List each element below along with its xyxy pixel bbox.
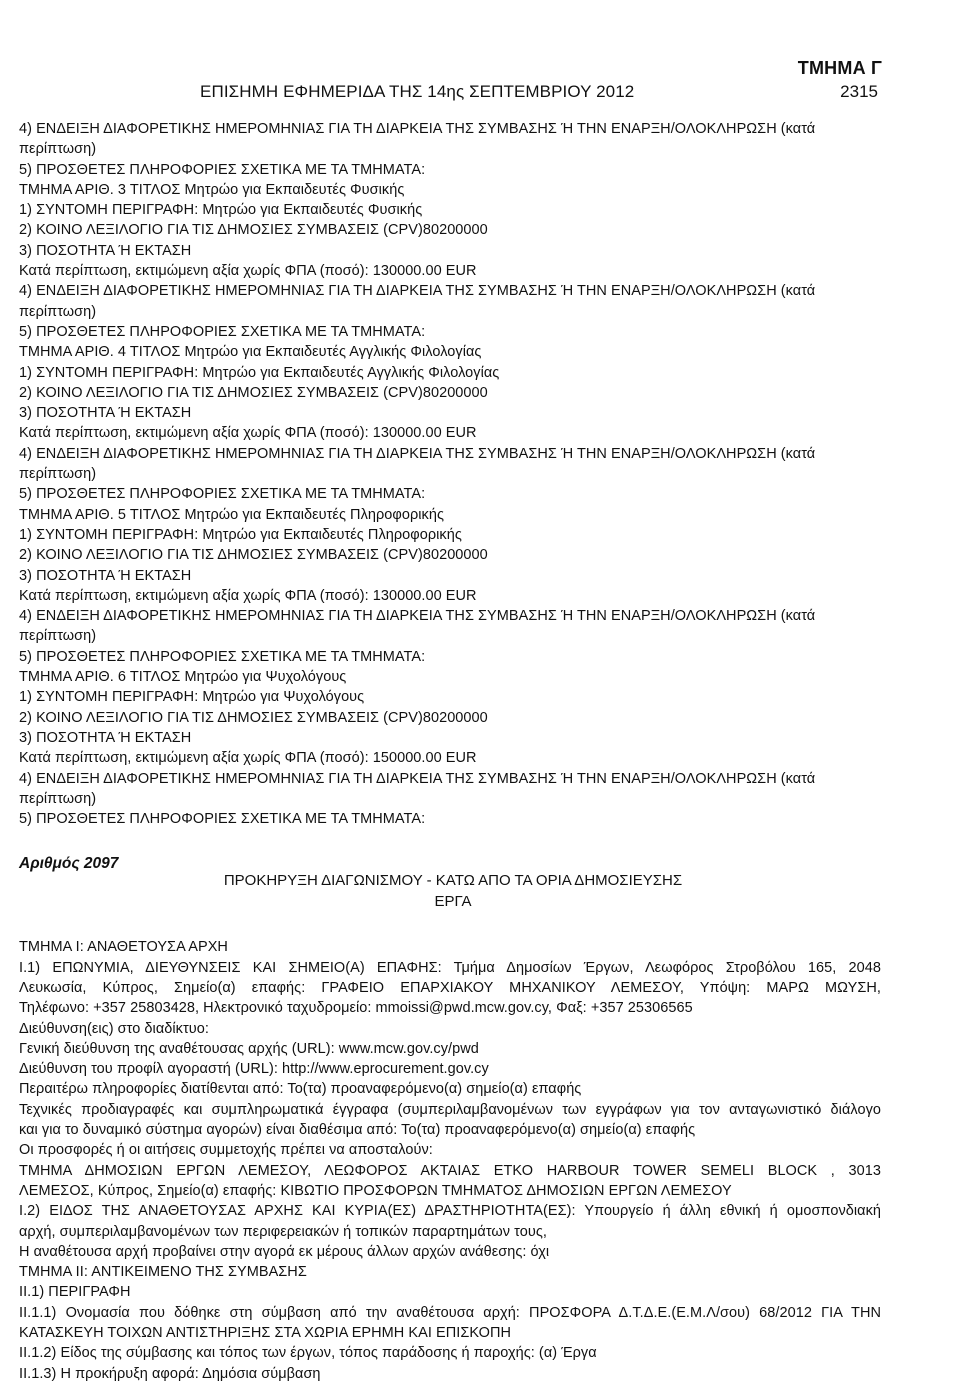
notice-line: ΚΑΤΑΣΚΕΥΗ ΤΟΙΧΩΝ ΑΝΤΙΣΤΗΡΙΞΗΣ ΣΤΑ ΧΩΡΙΑ ΕΡΗΜΗ ΚΑΙ ΕΠΙΣΚΟΠΗ	[19, 1325, 511, 1342]
document-line: 5) ΠΡΟΣΘΕΤΕΣ ΠΛΗΡΟΦΟΡΙΕΣ ΣΧΕΤΙΚΑ ΜΕ ΤΑ ΤΜΗΜΑΤΑ:	[19, 161, 426, 178]
document-line: περίπτωση)	[19, 141, 97, 158]
page-number: 2315	[840, 82, 878, 101]
document-line: 5) ΠΡΟΣΘΕΤΕΣ ΠΛΗΡΟΦΟΡΙΕΣ ΣΧΕΤΙΚΑ ΜΕ ΤΑ ΤΜΗΜΑΤΑ:	[19, 323, 426, 340]
notice-line: ΤΜΗΜΑ ΙΙ: ΑΝΤΙΚΕΙΜΕΝΟ ΤΗΣ ΣΥΜΒΑΣΗΣ	[19, 1264, 307, 1281]
document-line: ΤΜΗΜΑ ΑΡΙΘ. 5 ΤΙΤΛΟΣ Μητρώο για Εκπαιδευτές Πληροφορικής	[19, 506, 444, 523]
notice-line: Περαιτέρω πληροφορίες διατίθενται από: Το(τα) προαναφερόμενο(α) σημείο(α) επαφής	[19, 1081, 582, 1098]
notice-line: Λευκωσία, Κύπρος, Σημείο(α) επαφής: ΓΡΑΦΕΙΟ ΕΠΑΡΧΙΑΚΟΥ ΜΗΧΑΝΙΚΟΥ ΛΕΜΕΣΟΥ, Υπόψη: ΜΑΡΩ ΜΩΥΣΗ,	[19, 979, 881, 996]
notice-line: Γενική διεύθυνση της αναθέτουσας αρχής (URL): www.mcw.gov.cy/pwd	[19, 1040, 479, 1057]
document-line: Κατά περίπτωση, εκτιμώμενη αξία χωρίς ΦΠΑ (ποσό): 130000.00 EUR	[19, 587, 477, 604]
notice-line: ΛΕΜΕΣΟΣ, Κύπρος, Σημείο(α) επαφής: ΚΙΒΩΤΙΟ ΠΡΟΣΦΟΡΩΝ ΤΜΗΜΑΤΟΣ ΔΗΜΟΣΙΩΝ ΕΡΓΩΝ ΛΕΜΕΣΟΥ	[19, 1182, 732, 1199]
notice-line: Τεχνικές προδιαγραφές και συμπληρωματικά έγγραφα (συμπεριλαμβανομένων των εγγράφων για τον ανταγωνιστικό διάλογο	[19, 1101, 881, 1118]
notice-line: Διεύθυνση του προφίλ αγοραστή (URL): http://www.eprocurement.gov.cy	[19, 1061, 489, 1078]
document-line: περίπτωση)	[19, 628, 97, 645]
document-line: 1) ΣΥΝΤΟΜΗ ΠΕΡΙΓΡΑΦΗ: Μητρώο για Εκπαιδευτές Φυσικής	[19, 202, 423, 219]
document-line: 3) ΠΟΣΟΤΗΤΑ Ή ΕΚΤΑΣΗ	[19, 242, 192, 259]
document-line: Κατά περίπτωση, εκτιμώμενη αξία χωρίς ΦΠΑ (ποσό): 130000.00 EUR	[19, 263, 477, 280]
document-line: 5) ΠΡΟΣΘΕΤΕΣ ΠΛΗΡΟΦΟΡΙΕΣ ΣΧΕΤΙΚΑ ΜΕ ΤΑ ΤΜΗΜΑΤΑ:	[19, 486, 426, 503]
notice-line: Ι.2) ΕΙΔΟΣ ΤΗΣ ΑΝΑΘΕΤΟΥΣΑΣ ΑΡΧΗΣ ΚΑΙ ΚΥΡΙΑ(ΕΣ) ΔΡΑΣΤΗΡΙΟΤΗΤΑ(ΕΣ): Υπουργείο ή άλλη εθνική ή ομοσπονδιακή	[19, 1203, 881, 1220]
document-body	[19, 119, 881, 1384]
document-line: 4) ΕΝΔΕΙΞΗ ΔΙΑΦΟΡΕΤΙΚΗΣ ΗΜΕΡΟΜΗΝΙΑΣ ΓΙΑ ΤΗ ΔΙΑΡΚΕΙΑ ΤΗΣ ΣΥΜΒΑΣΗΣ Ή ΤΗΝ ΕΝΑΡΞΗ/ΟΛΟΚΛΗΡΩΣΗ (κατά	[19, 283, 816, 300]
notice-line: Ι.1) ΕΠΩΝΥΜΙΑ, ΔΙΕΥΘΥΝΣΕΙΣ ΚΑΙ ΣΗΜΕΙΟ(Α) ΕΠΑΦΗΣ: Τμήμα Δημοσίων Έργων, Λεωφόρος Στροβόλου 165, 2048	[19, 959, 881, 976]
gazette-title: ΕΠΙΣΗΜΗ ΕΦΗΜΕΡΙΔΑ ΤΗΣ 14ης ΣΕΠΤΕΜΒΡΙΟΥ 2012	[200, 82, 635, 101]
notice-subtitle: ΕΡΓΑ	[434, 893, 472, 911]
notice-line: και για το δυναμικό σύστημα αγορών) είναι διαθέσιμα από: Το(τα) προαναφερόμενο(α) σημείο(α) επαφής	[19, 1122, 696, 1139]
document-line: 1) ΣΥΝΤΟΜΗ ΠΕΡΙΓΡΑΦΗ: Μητρώο για Εκπαιδευτές Πληροφορικής	[19, 526, 462, 543]
document-line: 4) ΕΝΔΕΙΞΗ ΔΙΑΦΟΡΕΤΙΚΗΣ ΗΜΕΡΟΜΗΝΙΑΣ ΓΙΑ ΤΗ ΔΙΑΡΚΕΙΑ ΤΗΣ ΣΥΜΒΑΣΗΣ Ή ΤΗΝ ΕΝΑΡΞΗ/ΟΛΟΚΛΗΡΩΣΗ (κατά	[19, 770, 816, 787]
document-line: 3) ΠΟΣΟΤΗΤΑ Ή ΕΚΤΑΣΗ	[19, 405, 192, 422]
notice-line: Τηλέφωνο: +357 25803428, Ηλεκτρονικό ταχυδρομείο: mmoissi@pwd.mcw.gov.cy, Φαξ: +357 25306565	[19, 1000, 693, 1017]
document-line: ΤΜΗΜΑ ΑΡΙΘ. 6 ΤΙΤΛΟΣ Μητρώο για Ψυχολόγους	[19, 669, 347, 686]
notice-line: ΙΙ.1.3) Η προκήρυξη αφορά: Δημόσια σύμβαση	[19, 1365, 321, 1382]
notice-body	[19, 937, 881, 1384]
notice-line: ΙΙ.1.1) Ονομασία που δόθηκε στη σύμβαση από την αναθέτουσα αρχή: ΠΡΟΣΦΟΡΑ Δ.Τ.Δ.Ε.(Ε.Μ.Λ/σου) 68/2012 ΓΙΑ ΤΗΝ	[19, 1304, 881, 1321]
document-line: 4) ΕΝΔΕΙΞΗ ΔΙΑΦΟΡΕΤΙΚΗΣ ΗΜΕΡΟΜΗΝΙΑΣ ΓΙΑ ΤΗ ΔΙΑΡΚΕΙΑ ΤΗΣ ΣΥΜΒΑΣΗΣ Ή ΤΗΝ ΕΝΑΡΞΗ/ΟΛΟΚΛΗΡΩΣΗ (κατά	[19, 121, 816, 137]
lots-section	[19, 119, 881, 829]
document-line: 1) ΣΥΝΤΟΜΗ ΠΕΡΙΓΡΑΦΗ: Μητρώο για Ψυχολόγους	[19, 689, 365, 706]
document-line: 4) ΕΝΔΕΙΞΗ ΔΙΑΦΟΡΕΤΙΚΗΣ ΗΜΕΡΟΜΗΝΙΑΣ ΓΙΑ ΤΗ ΔΙΑΡΚΕΙΑ ΤΗΣ ΣΥΜΒΑΣΗΣ Ή ΤΗΝ ΕΝΑΡΞΗ/ΟΛΟΚΛΗΡΩΣΗ (κατά	[19, 445, 816, 462]
notice-line: Διεύθυνση(εις) στο διαδίκτυο:	[19, 1020, 209, 1037]
document-line: περίπτωση)	[19, 303, 97, 320]
document-line: 3) ΠΟΣΟΤΗΤΑ Ή ΕΚΤΑΣΗ	[19, 729, 192, 746]
notice-line: Η αναθέτουσα αρχή προβαίνει στην αγορά εκ μέρους άλλων αρχών ανάθεσης: όχι	[19, 1243, 550, 1260]
document-line: Κατά περίπτωση, εκτιμώμενη αξία χωρίς ΦΠΑ (ποσό): 130000.00 EUR	[19, 425, 477, 442]
document-line: 1) ΣΥΝΤΟΜΗ ΠΕΡΙΓΡΑΦΗ: Μητρώο για Εκπαιδευτές Αγγλικής Φιλολογίας	[19, 364, 500, 381]
document-line: 2) ΚΟΙΝΟ ΛΕΞΙΛΟΓΙΟ ΓΙΑ ΤΙΣ ΔΗΜΟΣΙΕΣ ΣΥΜΒΑΣΕΙΣ (CPV)80200000	[19, 384, 488, 401]
notice-heading	[19, 855, 881, 913]
document-line: 5) ΠΡΟΣΘΕΤΕΣ ΠΛΗΡΟΦΟΡΙΕΣ ΣΧΕΤΙΚΑ ΜΕ ΤΑ ΤΜΗΜΑΤΑ:	[19, 648, 426, 665]
section-label: ΤΜΗΜΑ Γ	[797, 58, 882, 78]
document-line: 3) ΠΟΣΟΤΗΤΑ Ή ΕΚΤΑΣΗ	[19, 567, 192, 584]
document-line: 2) ΚΟΙΝΟ ΛΕΞΙΛΟΓΙΟ ΓΙΑ ΤΙΣ ΔΗΜΟΣΙΕΣ ΣΥΜΒΑΣΕΙΣ (CPV)80200000	[19, 222, 488, 239]
document-line: 4) ΕΝΔΕΙΞΗ ΔΙΑΦΟΡΕΤΙΚΗΣ ΗΜΕΡΟΜΗΝΙΑΣ ΓΙΑ ΤΗ ΔΙΑΡΚΕΙΑ ΤΗΣ ΣΥΜΒΑΣΗΣ Ή ΤΗΝ ΕΝΑΡΞΗ/ΟΛΟΚΛΗΡΩΣΗ (κατά	[19, 608, 816, 625]
notice-title: ΠΡΟΚΗΡΥΞΗ ΔΙΑΓΩΝΙΣΜΟΥ - ΚΑΤΩ ΑΠΟ ΤΑ ΟΡΙΑ ΔΗΜΟΣΙΕΥΣΗΣ	[223, 872, 683, 890]
notice-line: ΤΜΗΜΑ Ι: ΑΝΑΘΕΤΟΥΣΑ ΑΡΧΗ	[19, 939, 228, 956]
document-line: 2) ΚΟΙΝΟ ΛΕΞΙΛΟΓΙΟ ΓΙΑ ΤΙΣ ΔΗΜΟΣΙΕΣ ΣΥΜΒΑΣΕΙΣ (CPV)80200000	[19, 709, 488, 726]
page-header	[0, 0, 960, 100]
document-line: περίπτωση)	[19, 790, 97, 807]
document-line: 2) ΚΟΙΝΟ ΛΕΞΙΛΟΓΙΟ ΓΙΑ ΤΙΣ ΔΗΜΟΣΙΕΣ ΣΥΜΒΑΣΕΙΣ (CPV)80200000	[19, 547, 488, 564]
document-line: ΤΜΗΜΑ ΑΡΙΘ. 3 ΤΙΤΛΟΣ Μητρώο για Εκπαιδευτές Φυσικής	[19, 181, 405, 198]
document-line: ΤΜΗΜΑ ΑΡΙΘ. 4 ΤΙΤΛΟΣ Μητρώο για Εκπαιδευτές Αγγλικής Φιλολογίας	[19, 344, 482, 361]
document-line: 5) ΠΡΟΣΘΕΤΕΣ ΠΛΗΡΟΦΟΡΙΕΣ ΣΧΕΤΙΚΑ ΜΕ ΤΑ ΤΜΗΜΑΤΑ:	[19, 811, 426, 828]
document-line: περίπτωση)	[19, 466, 97, 483]
notice-line: ΙΙ.1.2) Είδος της σύμβασης και τόπος των έργων, τόπος παράδοσης ή παροχής: (α) Έργα	[19, 1345, 597, 1362]
notice-line: Οι προσφορές ή οι αιτήσεις συμμετοχής πρέπει να αποσταλούν:	[19, 1142, 433, 1159]
notice-line: ΙΙ.1) ΠΕΡΙΓΡΑΦΗ	[19, 1284, 131, 1301]
notice-line: ΤΜΗΜΑ ΔΗΜΟΣΙΩΝ ΕΡΓΩΝ ΛΕΜΕΣΟΥ, ΛΕΩΦΟΡΟΣ ΑΚΤΑΙΑΣ ΕΤΚΟ HARBOUR TOWER SEMELI BLOCK , 3013	[19, 1162, 881, 1179]
notice-number: Αριθμός 2097	[19, 855, 119, 873]
notice-line: αρχή, συμπεριλαμβανομένων των περιφερειακών ή τοπικών παραρτημάτων τους,	[19, 1223, 547, 1240]
document-line: Κατά περίπτωση, εκτιμώμενη αξία χωρίς ΦΠΑ (ποσό): 150000.00 EUR	[19, 750, 477, 767]
